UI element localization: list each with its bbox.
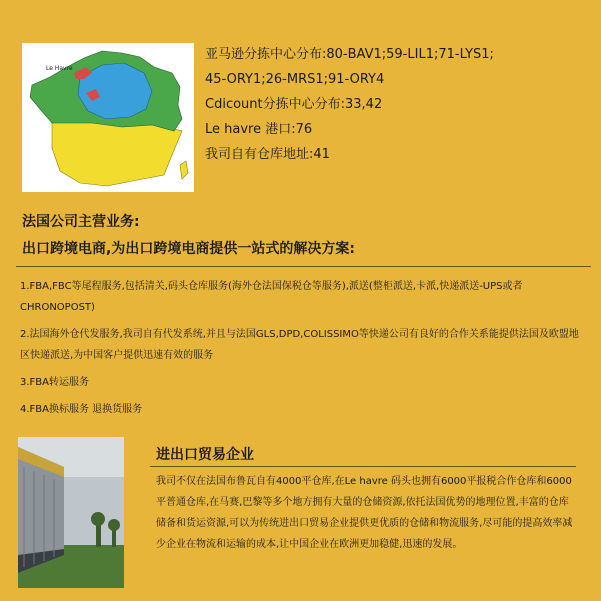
cdiscount-hubs: Cdicount分拣中心分布:33,42 <box>205 97 383 112</box>
own-warehouse: 我司自有仓库地址:41 <box>205 147 330 162</box>
section-subtitle: 出口跨境电商,为出口跨境电商提供一站式的解决方案: <box>22 241 355 257</box>
trade-divider <box>150 466 576 467</box>
warehouse-photo-graphic <box>18 437 124 588</box>
section-title: 法国公司主营业务: <box>22 214 140 230</box>
divider <box>16 266 591 267</box>
france-map <box>22 43 194 192</box>
map-region-south <box>52 121 182 186</box>
lehavre-port: Le havre 港口:76 <box>205 122 313 137</box>
france-map-graphic <box>22 43 194 192</box>
services-list <box>20 276 580 426</box>
amazon-hubs-line1: 亚马逊分拣中心分布:80-BAV1;59-LIL1;71-LYS1; <box>205 47 494 62</box>
trade-title: 进出口贸易企业 <box>156 447 254 463</box>
trade-description: 我司不仅在法国布鲁瓦自有4000平仓库,在Le havre 码头也拥有6000平报税合作仓库和6000平普通仓库,在马赛,巴黎等多个地方拥有大量的仓储资源,依托法国优势的地理位置,丰富的仓库储备和货运资源,可以为传统进出口贸易企业提供更优质的仓储和物流服务,尽可能的提高效率减少企业在物流和运输的成本,让中国企业在欧洲更加稳健,迅速的发展。 <box>156 476 573 550</box>
warehouse-photo <box>18 437 124 588</box>
hub-info <box>205 44 595 169</box>
service-item: 2.法国海外仓代发服务,我司自有代发系统,并且与法国GLS,DPD,COLISSIMO等快递公司有良好的合作关系能提供法国及欧盟地区快递派送,为中国客户提供迅速有效的服务 <box>20 329 579 361</box>
service-item: 1.FBA,FBC等尾程服务,包括清关,码头仓库服务(海外仓法国保税仓等服务),派送(整柜派送,卡派,快递派送-UPS或者CHRONOPOST) <box>20 281 523 313</box>
map-label-lehavre: Le Havre <box>46 65 73 72</box>
amazon-hubs-line2: 45-ORY1;26-MRS1;91-ORY4 <box>205 72 385 87</box>
service-item: 3.FBA转运服务 <box>20 377 89 388</box>
service-item: 4.FBA换标服务 退换货服务 <box>20 404 143 415</box>
map-region-corsica <box>180 161 188 179</box>
